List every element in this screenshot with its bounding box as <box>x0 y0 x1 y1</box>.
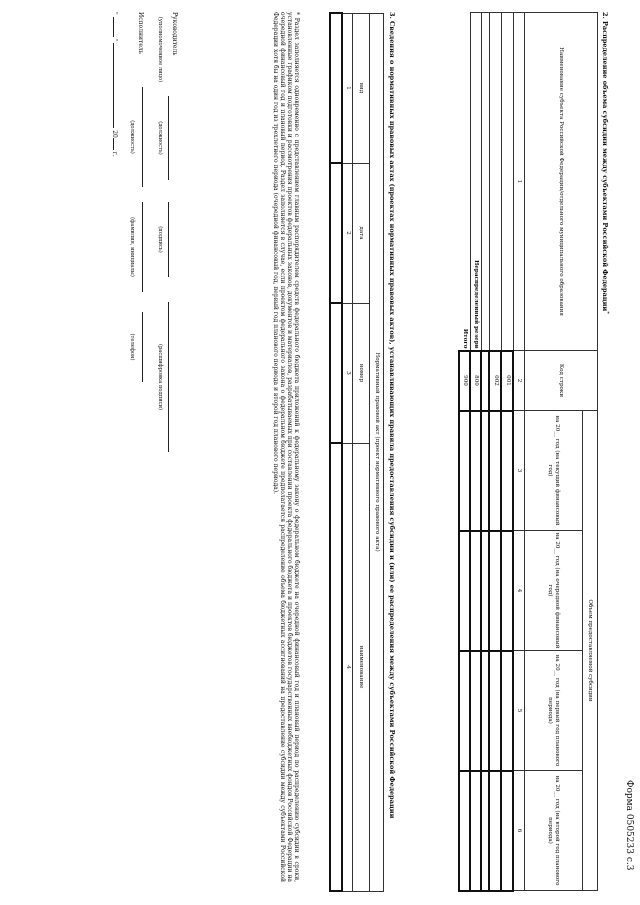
date-line <box>111 12 118 312</box>
col-title-header: наименование <box>353 443 370 891</box>
col-num: 1 <box>343 13 353 163</box>
date-year-line <box>113 138 114 150</box>
col-date-header: дата <box>353 163 370 303</box>
cell-value <box>502 411 514 531</box>
executor-phone-line <box>142 312 143 382</box>
cell-value <box>471 771 482 891</box>
table-row <box>460 13 471 891</box>
table-row <box>482 13 490 891</box>
cell-value <box>331 163 343 303</box>
row-name <box>502 13 514 351</box>
table-row <box>471 13 482 891</box>
section2-footnote-mark: * <box>604 311 610 314</box>
col-num: 3 <box>343 303 353 443</box>
executor-position-line <box>142 87 143 187</box>
col-kind-header: вид <box>353 13 370 163</box>
col-year3-header: на 20__ год (на второй год планового периода) <box>525 771 583 891</box>
cell-value <box>460 771 471 891</box>
row-code: 900 <box>460 351 471 411</box>
cell-value <box>471 651 482 771</box>
cell-value <box>460 531 471 651</box>
head-signature-row <box>149 12 169 552</box>
table-row <box>331 13 343 891</box>
col-code-header: Код строки <box>525 351 598 411</box>
col-num: 4 <box>343 443 353 891</box>
col-num: 5 <box>514 651 525 771</box>
col-num: 1 <box>514 13 525 351</box>
head-decoding-caption: (расшифровка подписи) <box>157 343 163 411</box>
cell-value <box>490 771 502 891</box>
section3-header: Нормативный правовой акт (проект нормативного правового акта) <box>370 13 384 891</box>
col-num: 3 <box>514 411 525 531</box>
section3-table <box>330 12 385 892</box>
row-name-total: Итого <box>460 13 471 351</box>
col-num: 4 <box>514 531 525 651</box>
col-volume-header: Объем предоставляемой субсидии <box>583 411 598 891</box>
row-code: 800 <box>471 351 482 411</box>
col-year1-header: на 20__ год (на очередной финансовый год) <box>525 531 583 651</box>
head-position-caption: (должность) <box>157 121 163 155</box>
col-year0-header: на 20__ год (на текущий финансовый год) <box>525 411 583 531</box>
head-position-line <box>168 96 169 180</box>
date-quote-close: " <box>111 38 118 42</box>
row-name <box>482 13 490 351</box>
cell-value <box>482 771 490 891</box>
table-row <box>502 13 514 891</box>
cell-value <box>331 13 343 163</box>
executor-fio-caption: (фамилия, инициалы) <box>129 217 135 277</box>
footnote: * Раздел заполняется одновременно с представлением главным распорядителем средств федерального бюджета приложений к федеральному закону о федеральном бюджете на очередной финансовый год и плановый период по распределению субсидии в сроки, установленные графиком подготовки и рассмотрения проектов федеральных законов, документов и материалов, разрабатываемых при составлении проекта федерального бюджета и проектов бюджетов государственных внебюджетных фондов Российской Федерации на очередной финансовый год и плановый период. Раздел заполняется в случае, если проектом федерального закона о федеральном бюджете предполагается распределение объема бюджетных ассигнований на предоставление субсидии между субъектами Российской Федерации хотя бы на один год из трехлетнего периода (очередной финансовый год, первый год планового периода и второй год планового периода). <box>272 12 300 882</box>
cell-value <box>490 651 502 771</box>
cell-value <box>490 411 502 531</box>
row-name <box>490 13 502 351</box>
cell-value <box>331 443 343 891</box>
cell-value <box>502 771 514 891</box>
cell-value <box>502 531 514 651</box>
row-code <box>482 351 490 411</box>
date-month-line <box>113 43 114 128</box>
table-row <box>490 13 502 891</box>
section3-title: 3. Сведения о нормативных правовых актах (проектах нормативных правовых актов), устанавливающих правила предоставления субсидии и (или) ее распределения между субъектами Российской Федерации <box>388 12 396 819</box>
cell-value <box>471 531 482 651</box>
executor-fio-line <box>142 202 143 292</box>
col-num: 2 <box>343 163 353 303</box>
col-number-header: номер <box>353 303 370 443</box>
executor-signature-row <box>123 12 143 552</box>
row-name-reserve: Нераспределенный резерв <box>471 13 482 351</box>
col-num: 6 <box>514 771 525 891</box>
form-code: Форма 0505233 с.3 <box>624 780 634 871</box>
executor-phone-caption: (телефон) <box>129 333 135 361</box>
cell-value <box>460 411 471 531</box>
date-day-line <box>113 17 114 37</box>
executor-position-caption: (должность) <box>129 120 135 154</box>
cell-value <box>482 651 490 771</box>
cell-value <box>331 303 343 443</box>
col-num: 2 <box>514 351 525 411</box>
head-sub-caption: (уполномоченное лицо) <box>157 16 163 83</box>
cell-value <box>482 411 490 531</box>
cell-value <box>471 411 482 531</box>
date-year-suffix: г. <box>111 151 118 157</box>
head-signature-caption: (подпись) <box>157 226 163 253</box>
head-decoding-line <box>168 302 169 452</box>
head-label: Руководитель <box>171 12 178 56</box>
cell-value <box>502 651 514 771</box>
head-signature-line <box>168 202 169 277</box>
section2-title <box>601 12 610 314</box>
col-name-header: Наименование субъекта Российской Федерации/отдельного муниципального образования <box>525 13 598 351</box>
cell-value <box>482 531 490 651</box>
section2-table <box>459 12 599 892</box>
col-year2-header: на 20__ год (на первый год планового периода) <box>525 651 583 771</box>
row-code: 001 <box>502 351 514 411</box>
cell-value <box>490 531 502 651</box>
date-quote-open: " <box>111 12 118 15</box>
cell-value <box>460 651 471 771</box>
row-code: 002 <box>490 351 502 411</box>
executor-label: Исполнитель <box>137 12 144 54</box>
date-year-prefix: 20 <box>111 130 118 138</box>
section2-title-text: 2. Распределение объема субсидии между субъектами Российской Федерации <box>600 12 609 312</box>
